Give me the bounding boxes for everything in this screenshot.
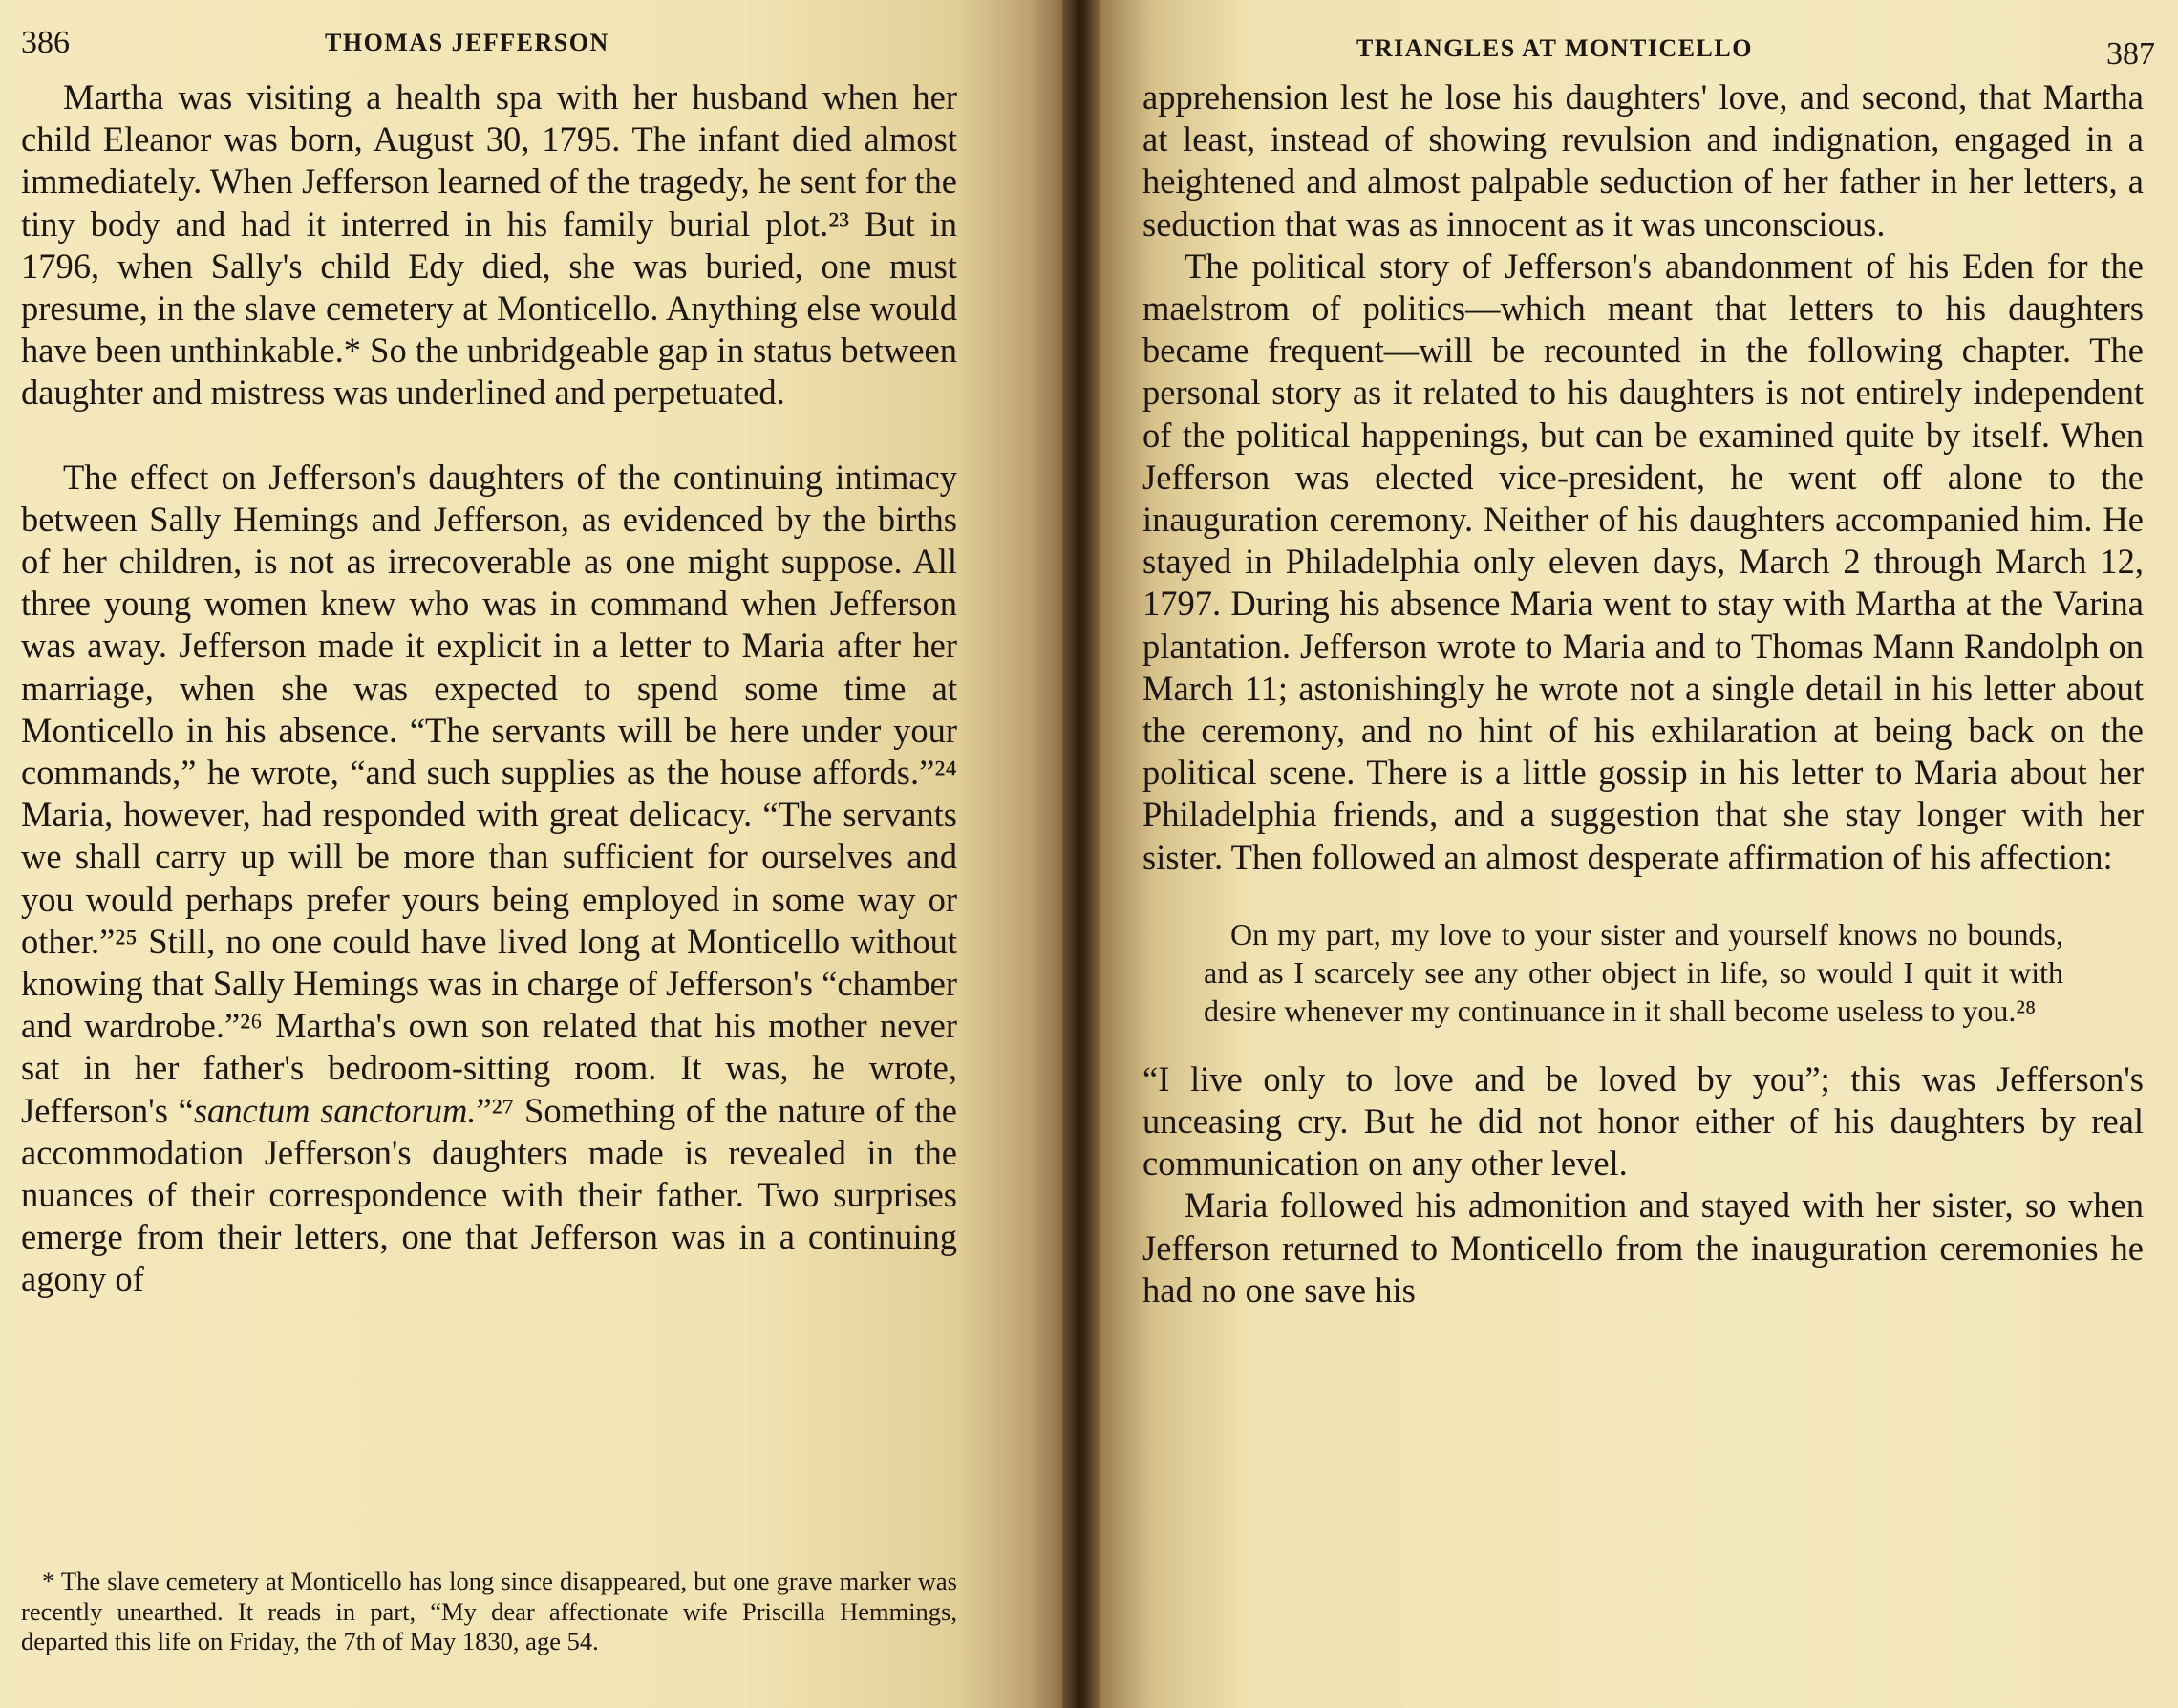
paragraph: Maria followed his admonition and stayed with her sister, so when Jefferson returned to Monticello from the inauguration ceremonies he had no one save his <box>1142 1185 2144 1310</box>
right-page <box>1100 0 2178 1708</box>
italic-phrase: sanctum sanctorum. <box>193 1090 477 1130</box>
block-quote <box>1204 915 2063 1030</box>
left-page-body <box>21 76 957 1301</box>
right-page-body <box>1142 76 2144 1312</box>
running-head: TRIANGLES AT MONTICELLO <box>1356 34 1753 62</box>
book-gutter <box>1062 0 1100 1708</box>
paragraph-text: ”²⁷ Something of the nature of the accommodation Jefferson's daughters made is revealed in the nuances of their correspondence with their father. Two surprises emerge from their letters, one that Jefferson was in a continuing agony of <box>21 1090 958 1299</box>
section-break <box>21 415 957 457</box>
page-number: 386 <box>21 25 70 60</box>
page-number: 387 <box>2106 36 2155 72</box>
paragraph-continuation: apprehension lest he lose his daughters' love, and second, that Martha at least, instead of showing revulsion and indignation, engaged in a heightened and almost palpable seduction of her father in her letters, a seduction that was as innocent as it was unconscious. <box>1142 77 2144 244</box>
left-page-header <box>21 21 1062 76</box>
quote-text: On my part, my love to your sister and yourself knows no bounds, and as I scarcely see any other object in life, so would I quit it with desire whenever my continuance in it shall become useless to you.²⁸ <box>1204 916 2063 1028</box>
footnote <box>21 1567 957 1657</box>
paragraph-text: The effect on Jefferson's daughters of the continuing intimacy between Sally Hemings and Jefferson, as evidenced by the births of her children, is not as irrecoverable as one might suppose. All three young women knew who was in command when Jefferson was away. Jefferson made it explicit in a letter to Maria after her marriage, when she was expected to spend some time at Monticello in his absence. “The servants will be here under your commands,” he wrote, “and such supplies as the house affords.”²⁴ Maria, however, had responded with great delicacy. “The servants we shall carry up will be more than sufficient for ourselves and you would perhaps prefer yours being employed in some way or other.”²⁵ Still, no one could have lived long at Monticello without knowing that Sally Hemings was in charge of Jefferson's “chamber and wardrobe.”²⁶ Martha's own son related that his mother never sat in her father's bedroom-sitting room. It was, he wrote, Jefferson's “ <box>21 457 957 1130</box>
paragraph: “I live only to love and be loved by you”; this was Jefferson's unceasing cry. But he did not honor either of his daughters by real communication on any other level. <box>1142 1058 2144 1184</box>
paragraph: The political story of Jefferson's abandonment of his Eden for the maelstrom of politics—which meant that letters to his daughters became frequent—will be recounted in the following chapter. The personal story as it related to his daughters is not entirely independent of the political happenings, but can be examined quite by itself. When Jefferson was elected vice-president, he went off alone to the inauguration ceremony. Neither of his daughters accompanied him. He stayed in Philadelphia only eleven days, March 2 through March 12, 1797. During his absence Maria went to stay with Martha at the Varina plantation. Jefferson wrote to Maria and to Thomas Mann Randolph on March 11; astonishingly he wrote not a single detail in his letter about the ceremony, and no hint of his exhilaration at being back on the political scene. There is a little gossip in his letter to Maria about her Philadelphia friends, and a suggestion that she stay longer with her sister. Then followed an almost desperate affirmation of his affection: <box>1142 246 2144 877</box>
footnote-text: * The slave cemetery at Monticello has long since disappeared, but one grave marker was recently unearthed. It reads in part, “My dear affectionate wife Priscilla Hemmings, departed this life on Friday, the 7th of May 1830, age 54. <box>21 1567 957 1655</box>
left-page <box>0 0 1062 1708</box>
paragraph: Martha was visiting a health spa with her husband when her child Eleanor was born, August 30, 1795. The infant died almost immediately. When Jefferson learned of the tragedy, he sent for the tiny body and had it interred in his family burial plot.²³ But in 1796, when Sally's child Edy died, she was buried, one must presume, in the slave cemetery at Monticello. Anything else would have been unthinkable.* So the unbridgeable gap in status between daughter and mistress was underlined and perpetuated. <box>21 77 957 413</box>
running-head: THOMAS JEFFERSON <box>325 29 609 56</box>
right-page-header <box>1142 21 2178 76</box>
paragraph <box>21 457 957 1301</box>
